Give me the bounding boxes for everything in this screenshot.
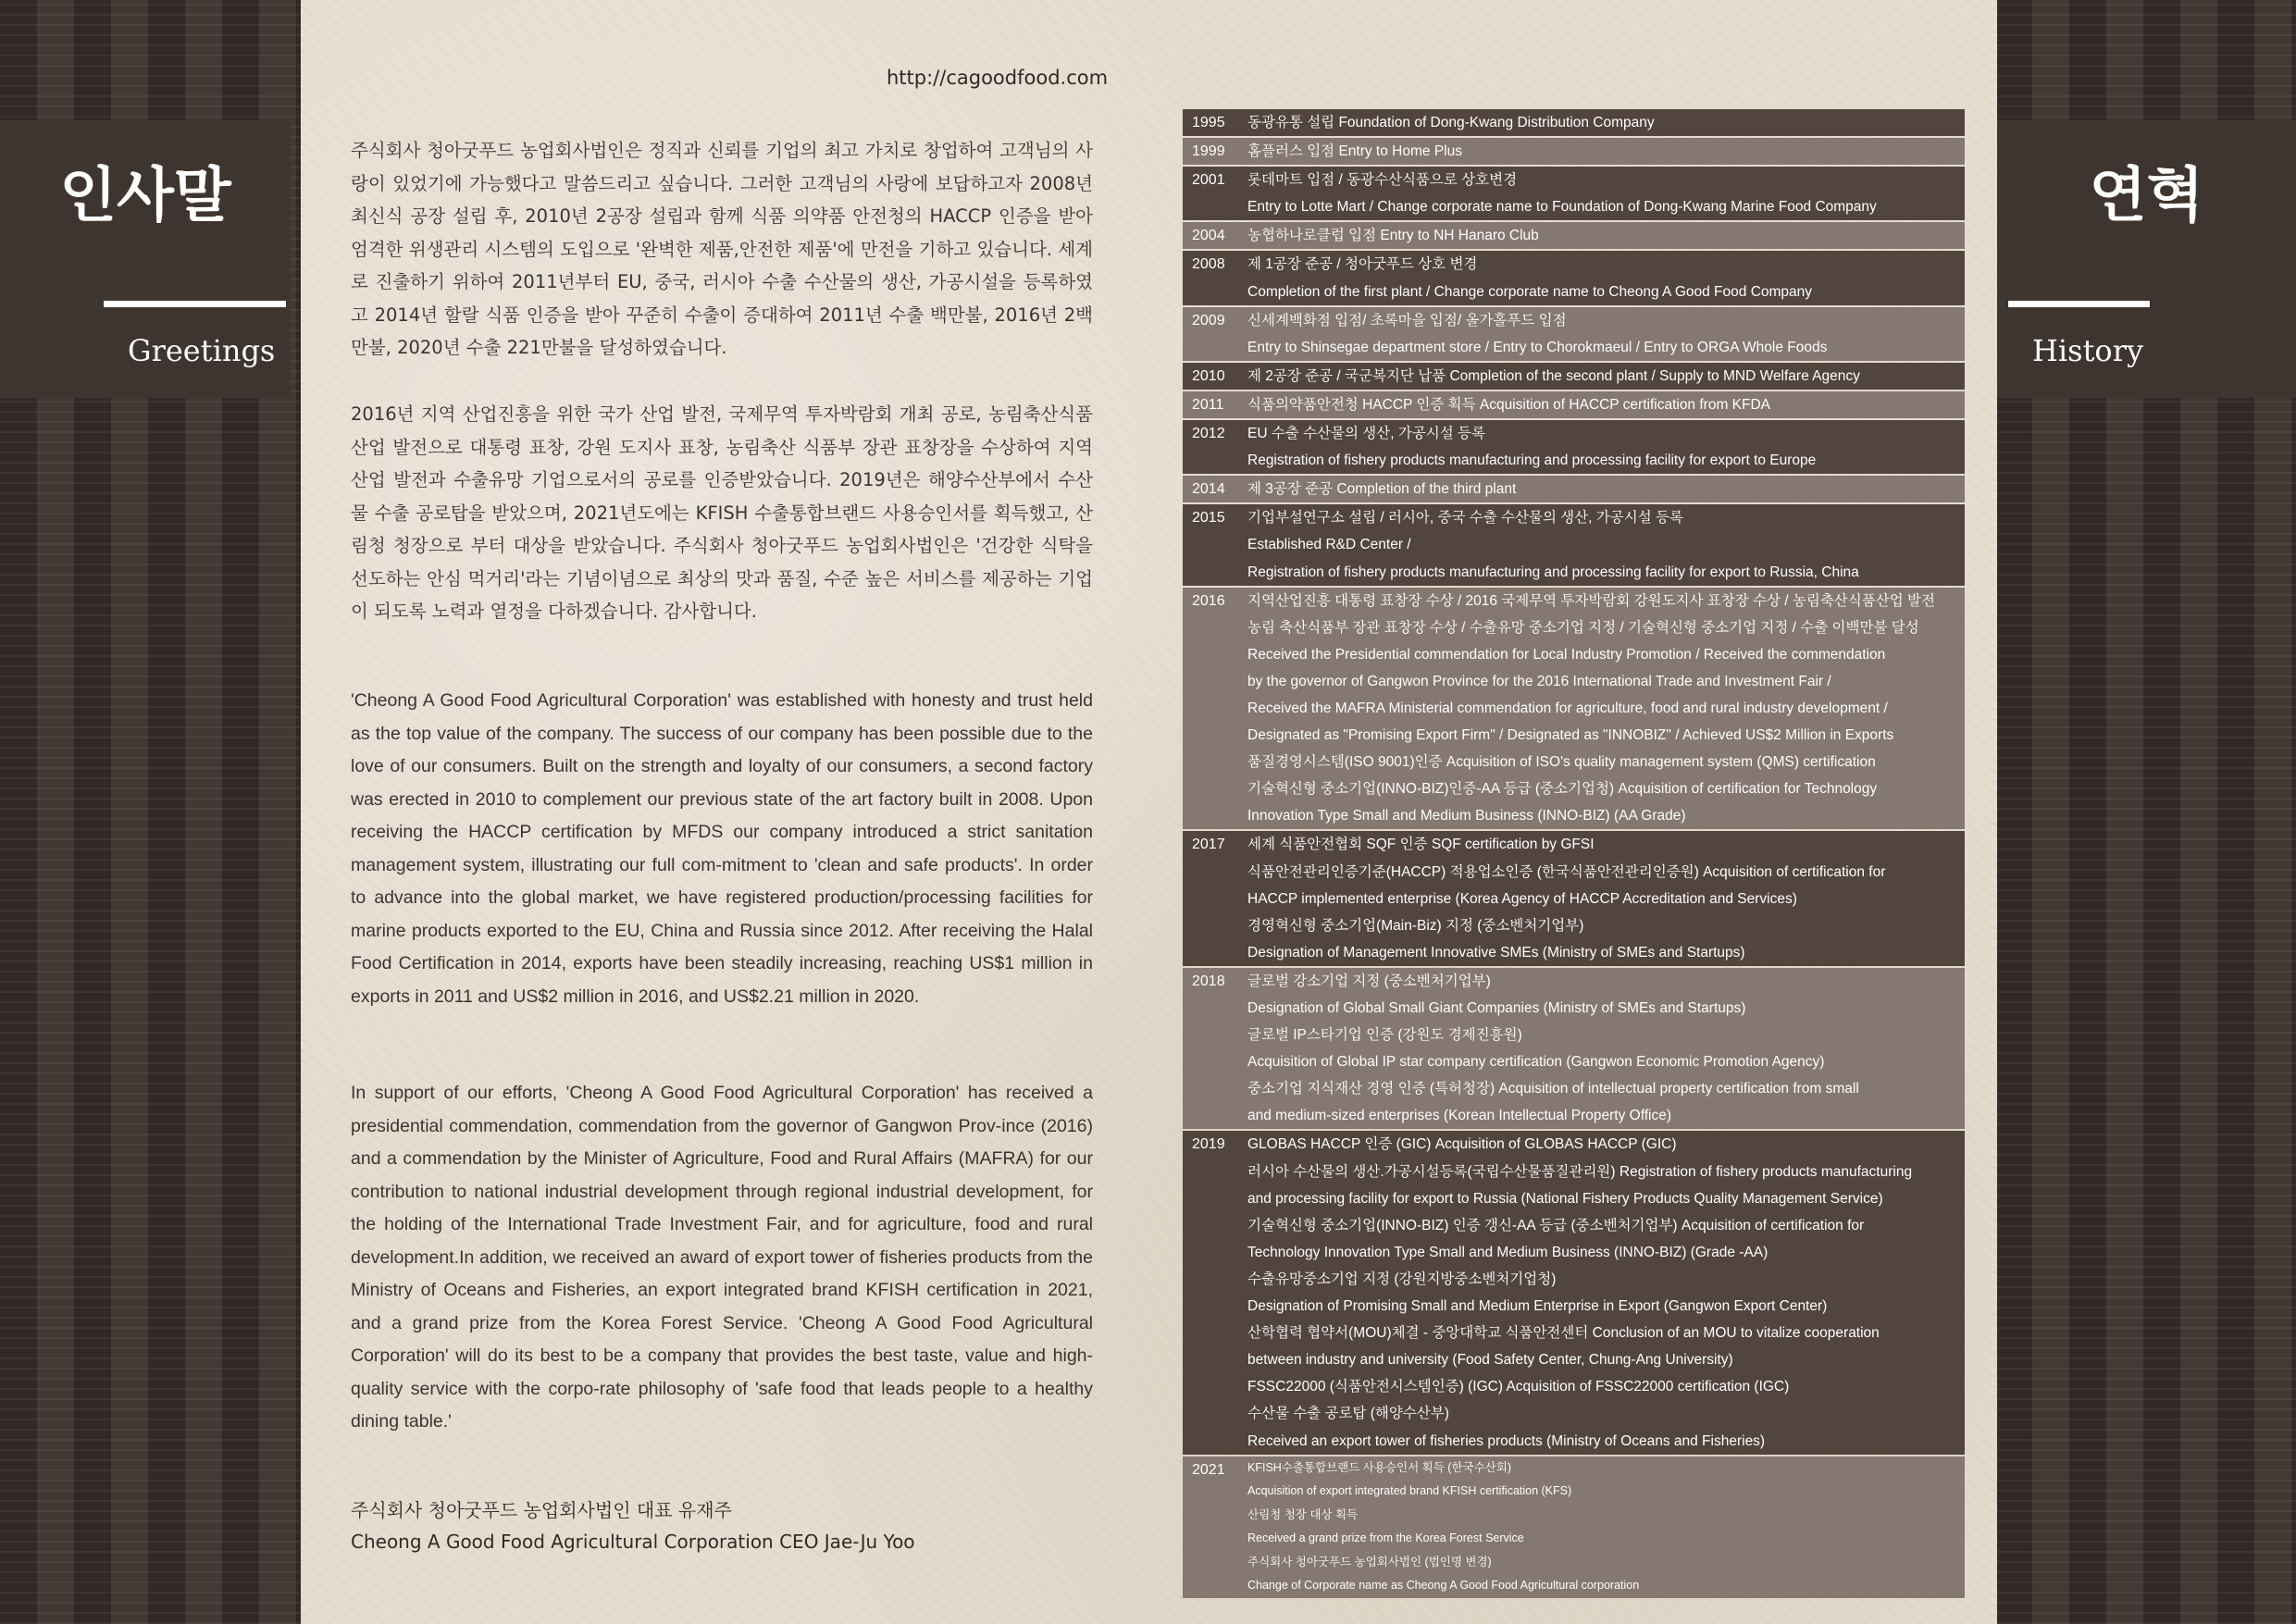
website-url[interactable]: http://cagoodfood.com	[887, 67, 1109, 89]
history-year: 2010	[1192, 367, 1225, 384]
history-items	[1247, 831, 1965, 965]
history-item-line: Entry to Shinsegae department store / Entry to Chorokmaeul / Entry to ORGA Whole Foods	[1247, 339, 1828, 355]
history-year: 2018	[1192, 973, 1225, 989]
history-year: 2019	[1192, 1136, 1225, 1153]
history-items	[1247, 1131, 1965, 1454]
history-item-line: 품질경영시스템(ISO 9001)인증 Acquisition of ISO's quality management system (QMS) certification	[1247, 754, 1876, 771]
history-row-2015	[1183, 504, 1965, 585]
history-item-line: Received an export tower of fisheries products (Ministry of Oceans and Fisheries)	[1247, 1432, 1766, 1449]
history-item-line: 기술혁신형 중소기업(INNO-BIZ)인증-AA 등급 (중소기업청) Acquisition of certification for Technology	[1247, 781, 1878, 798]
history-year: 2016	[1192, 592, 1225, 609]
history-item-line: and processing facility for export to Russia (National Fishery Products Quality Management Service)	[1247, 1190, 1883, 1207]
history-item-line: Registration of fishery products manufacturing and processing facility for export to Europe	[1247, 452, 1817, 469]
greeting-paragraph: 'Cheong A Good Food Agricultural Corporation' was established with honesty and trust held as the top value of the company. The success of our company has been possible due to the love of our consumers. Built on the strength and loyalty of our consumers, a second factory was erected in 2010 to complement our previous state of the art factory built in 2008. Upon receiving the HACCP certification by MFDS our company introduced a strict sanitation management system, illustrating our full com-mitment to 'clean and safe products'. In order to advance into the global market, we have registered production/processing facilities for marine products exported to the EU, China and Russia since 2012. After receiving the Halal Food Certification in 2014, exports have been steadily increasing, reaching US$1 million in exports in 2011 and US$2 million in 2016, and US$2.21 million in 2020.	[351, 690, 1093, 1007]
history-item-line: 홈플러스 입점 Entry to Home Plus	[1247, 143, 1462, 160]
history-item-line: 중소기업 지식재산 경영 인증 (특허청장) Acquisition of intellectual property certification from small	[1247, 1081, 1859, 1097]
history-item-line: 동광유통 설립 Foundation of Dong-Kwang Distribution Company	[1247, 115, 1655, 130]
history-row-2004	[1183, 222, 1965, 249]
history-item-line: Designated as "Promising Export Firm" / Designated as "INNOBIZ" / Achieved US$2 Million in Exports	[1247, 727, 1894, 744]
history-item-line: FSSC22000 (식품안전시스템인증) (IGC) Acquisition of FSSC22000 certification (IGC)	[1247, 1379, 1790, 1395]
history-item-line: 식품의약품안전청 HACCP 인증 획득 Acquisition of HACCP certification from KFDA	[1247, 396, 1771, 413]
history-items	[1247, 968, 1965, 1130]
history-row-2016	[1183, 588, 1965, 830]
history-row-2011	[1183, 391, 1965, 418]
greeting-korean-2	[351, 398, 1093, 628]
history-year: 2008	[1192, 256, 1225, 273]
history-items	[1247, 251, 1965, 304]
greetings-title-en: Greetings	[128, 333, 276, 368]
history-item-line: 글로벌 IP스타기업 인증 (강원도 경제진흥원)	[1247, 1027, 1522, 1044]
history-year: 2015	[1192, 510, 1225, 527]
history-item-line: 기업부설연구소 설립 / 러시아, 중국 수출 수산물의 생산, 가공시설 등록	[1247, 510, 1683, 527]
history-row-2018	[1183, 968, 1965, 1130]
history-row-2009	[1183, 307, 1965, 361]
history-item-line: Completion of the first plant / Change corporate name to Cheong A Good Food Company	[1247, 283, 1813, 300]
history-items	[1247, 504, 1965, 585]
history-item-line: 농림 축산식품부 장관 표창장 수상 / 수출유망 중소기업 지정 / 기술혁신형 중소기업 지정 / 수출 이백만불 달성	[1247, 619, 1919, 636]
history-item-line: 수출유망중소기업 지정 (강원지방중소벤처기업청)	[1247, 1271, 1557, 1287]
history-row-2008	[1183, 251, 1965, 304]
history-item-line: 식품안전관리인증기준(HACCP) 적용업소인증 (한국식품안전관리인증원) Acquisition of certification for	[1247, 863, 1886, 880]
history-item-line: Technology Innovation Type Small and Medium Business (INNO-BIZ) (Grade -AA)	[1247, 1244, 1769, 1260]
history-item-line: Acquisition of Global IP star company certification (Gangwon Economic Promotion Agency)	[1247, 1054, 1825, 1071]
signature-ko: 주식회사 청아굿푸드 농업회사법인 대표 유재주	[351, 1499, 732, 1521]
history-item-line: 러시아 수산물의 생산.가공시설등록(국립수산물품질관리원) Registration of fishery products manufacturing	[1247, 1163, 1913, 1180]
history-year: 2017	[1192, 837, 1225, 853]
history-item-line: by the governor of Gangwon Province for the 2016 International Trade and Investment Fair /	[1247, 673, 1831, 689]
history-row-2010	[1183, 363, 1965, 390]
history-year: 2009	[1192, 312, 1225, 329]
history-item-line: 농협하나로클럽 입점 Entry to NH Hanaro Club	[1247, 228, 1539, 244]
history-item-line: 지역산업진흥 대통령 표창장 수상 / 2016 국제무역 투자박람회 강원도지사 표창장 수상 / 농림축산식품산업 발전	[1247, 592, 1935, 609]
history-item-line: 세계 식품안전협회 SQF 인증 SQF certification by GFSI	[1247, 837, 1595, 853]
greeting-paragraph: 주식회사 청아굿푸드 농업회사법인은 정직과 신뢰를 기업의 최고 가치로 창업하여 고객님의 사랑이 있었기에 가능했다고 말씀드리고 싶습니다. 그러한 고객님의 사랑에 보답하고자 2008년 최신식 공장 설립 후, 2010년 2공장 설립과 함께 식품 의약품 안전청의 HACCP 인증을 받아 엄격한 위생관리 시스템의 도입으로 '완벽한 제품,안전한 제품'에 만전을 기하고 있습니다. 세계로 진출하기 위하여 2011년부터 EU, 중국, 러시아 수출 수산물의 생산, 가공시설을 등록하였고 2014년 할랄 식품 인증을 받아 꾸준히 수출이 증대하여 2011년 수출 백만불, 2016년 2백만불, 2020년 수출 221만불을 달성하였습니다.	[351, 140, 1093, 358]
history-item-line: Innovation Type Small and Medium Business (INNO-BIZ) (AA Grade)	[1247, 808, 1686, 824]
history-row-2021	[1183, 1457, 1965, 1598]
history-item-line: Entry to Lotte Mart / Change corporate name to Foundation of Dong-Kwang Marine Food Company	[1247, 199, 1877, 216]
history-items	[1247, 1457, 1965, 1598]
history-year: 2011	[1192, 396, 1224, 413]
greeting-english-2	[351, 1077, 1093, 1439]
history-item-line: Designation of Promising Small and Medium Enterprise in Export (Gangwon Export Center)	[1247, 1298, 1828, 1315]
history-item-line: between industry and university (Food Safety Center, Chung-Ang University)	[1247, 1352, 1733, 1369]
signature-block	[351, 1494, 1093, 1557]
history-tab	[1997, 120, 2296, 398]
history-item-line: HACCP implemented enterprise (Korea Agency of HACCP Accreditation and Services)	[1247, 890, 1797, 907]
history-row-2001	[1183, 167, 1965, 220]
greeting-english-1	[351, 685, 1093, 1013]
greetings-title-ko: 인사말	[59, 161, 231, 230]
signature-en: Cheong A Good Food Agricultural Corporation CEO Jae-Ju Yoo	[351, 1531, 915, 1553]
history-item-line: 롯데마트 입점 / 동광수산식품으로 상호변경	[1247, 172, 1518, 189]
history-row-2017	[1183, 831, 1965, 965]
history-item-line: Received a grand prize from the Korea Forest Service	[1247, 1531, 1524, 1545]
history-row-2014	[1183, 476, 1965, 502]
history-table	[1183, 109, 1965, 1600]
history-items	[1247, 138, 1965, 165]
history-row-1995	[1183, 109, 1965, 136]
history-item-line: 주식회사 청아굿푸드 농업회사법인 (법인명 변경)	[1247, 1555, 1492, 1568]
history-items	[1247, 307, 1965, 361]
history-item-line: KFISH수출통합브랜드 사용승인서 획득 (한국수산회)	[1247, 1460, 1511, 1474]
history-year: 2012	[1192, 426, 1225, 442]
history-items	[1247, 391, 1965, 418]
history-items	[1247, 222, 1965, 249]
greetings-divider	[104, 301, 286, 307]
history-items	[1247, 476, 1965, 502]
history-item-line: 경영혁신형 중소기업(Main-Biz) 지정 (중소벤처기업부)	[1247, 917, 1584, 934]
history-row-2019	[1183, 1131, 1965, 1454]
history-row-2012	[1183, 420, 1965, 474]
history-item-line: EU 수출 수산물의 생산, 가공시설 등록	[1247, 426, 1485, 442]
history-item-line: 제 1공장 준공 / 청아굿푸드 상호 변경	[1247, 256, 1478, 273]
history-item-line: Registration of fishery products manufacturing and processing facility for export to Russia, China	[1247, 564, 1859, 580]
history-item-line: Received the MAFRA Ministerial commendation for agriculture, food and rural industry development /	[1247, 700, 1888, 716]
history-items	[1247, 167, 1965, 220]
history-item-line: 산림청 청장 대상 획득	[1247, 1507, 1359, 1521]
greeting-korean-1	[351, 134, 1093, 365]
history-item-line: 글로벌 강소기업 지정 (중소벤처기업부)	[1247, 973, 1491, 989]
history-item-line: 제 2공장 준공 / 국군복지단 납품 Completion of the second plant / Supply to MND Welfare Agency	[1247, 367, 1860, 384]
history-item-line: and medium-sized enterprises (Korean Intellectual Property Office)	[1247, 1108, 1672, 1124]
history-item-line: Designation of Global Small Giant Companies (Ministry of SMEs and Startups)	[1247, 1000, 1746, 1016]
greetings-tab	[0, 120, 291, 398]
history-item-line: Established R&D Center /	[1247, 537, 1411, 553]
history-year: 2001	[1192, 172, 1225, 189]
history-item-line: Received the Presidential commendation for Local Industry Promotion / Received the commendation	[1247, 646, 1886, 663]
history-items	[1247, 588, 1965, 830]
history-divider	[2008, 301, 2150, 307]
history-item-line: 신세계백화점 입점/ 초록마을 입점/ 올가홀푸드 입점	[1247, 312, 1567, 329]
history-item-line: Designation of Management Innovative SMEs (Ministry of SMEs and Startups)	[1247, 944, 1745, 961]
history-item-line: 기술혁신형 중소기업(INNO-BIZ) 인증 갱신-AA 등급 (중소벤처기업부) Acquisition of certification for	[1247, 1217, 1865, 1233]
history-year: 2014	[1192, 481, 1225, 498]
history-row-1999	[1183, 138, 1965, 165]
history-year: 2004	[1192, 228, 1225, 244]
history-items	[1247, 109, 1965, 136]
history-item-line: 수산물 수출 공로탑 (해양수산부)	[1247, 1406, 1449, 1422]
greeting-paragraph: In support of our efforts, 'Cheong A Good Food Agricultural Corporation' has received a presidential commendation, commendation from the governor of Gangwon Prov-ince (2016) and a commendation by the Minister of Agriculture, Food and Rural Affairs (MAFRA) for our contribution to national industrial development through regional industrial development, for the holding of the International Trade Investment Fair, and for agriculture, food and rural development.In addition, we received an award of export tower of fisheries products from the Ministry of Oceans and Fisheries, an export integrated brand KFISH certification in 2021, and a grand prize from the Korea Forest Service. 'Cheong A Good Food Agricultural Corporation' will do its best to be a company that provides the best taste, value and high-quality service with the corpo-rate philosophy of 'safe food that leads people to a healthy dining table.'	[351, 1083, 1093, 1432]
history-item-line: Change of Corporate name as Cheong A Good Food Agricultural corporation	[1247, 1579, 1640, 1593]
history-items	[1247, 420, 1965, 474]
history-title-en: History	[2032, 333, 2144, 368]
history-item-line: Acquisition of export integrated brand KFISH certification (KFS)	[1247, 1484, 1572, 1498]
history-item-line: 제 3공장 준공 Completion of the third plant	[1247, 481, 1517, 498]
greeting-paragraph: 2016년 지역 산업진흥을 위한 국가 산업 발전, 국제무역 투자박람회 개최 공로, 농림축산식품산업 발전으로 대통령 표창, 강원 도지사 표창, 농림축산 식품부 장관 표창장을 수상하여 지역산업 발전과 수출유망 기업으로서의 공로를 인증받았습니다. 2019년은 해양수산부에서 수산물 수출 공로탑을 받았으며, 2021년도에는 KFISH 수출통합브랜드 사용승인서를 획득했고, 산림청 청장으로 부터 대상을 받았습니다. 주식회사 청아굿푸드 농업회사법인은 '건강한 식탁을 선도하는 안심 먹거리'라는 기념이념으로 최상의 맛과 품질, 수준 높은 서비스를 제공하는 기업이 되도록 노력과 열정을 다하겠습니다. 감사합니다.	[351, 403, 1093, 622]
history-item-line: 산학협력 협약서(MOU)체결 - 중앙대학교 식품안전센터 Conclusion of an MOU to vitalize cooperation	[1247, 1325, 1880, 1342]
history-item-line: GLOBAS HACCP 인증 (GIC) Acquisition of GLOBAS HACCP (GIC)	[1247, 1136, 1677, 1153]
history-items	[1247, 363, 1965, 390]
history-title-ko: 연혁	[2089, 161, 2204, 230]
history-year: 1995	[1192, 115, 1225, 130]
history-year: 2021	[1192, 1461, 1225, 1478]
history-year: 1999	[1192, 143, 1225, 160]
